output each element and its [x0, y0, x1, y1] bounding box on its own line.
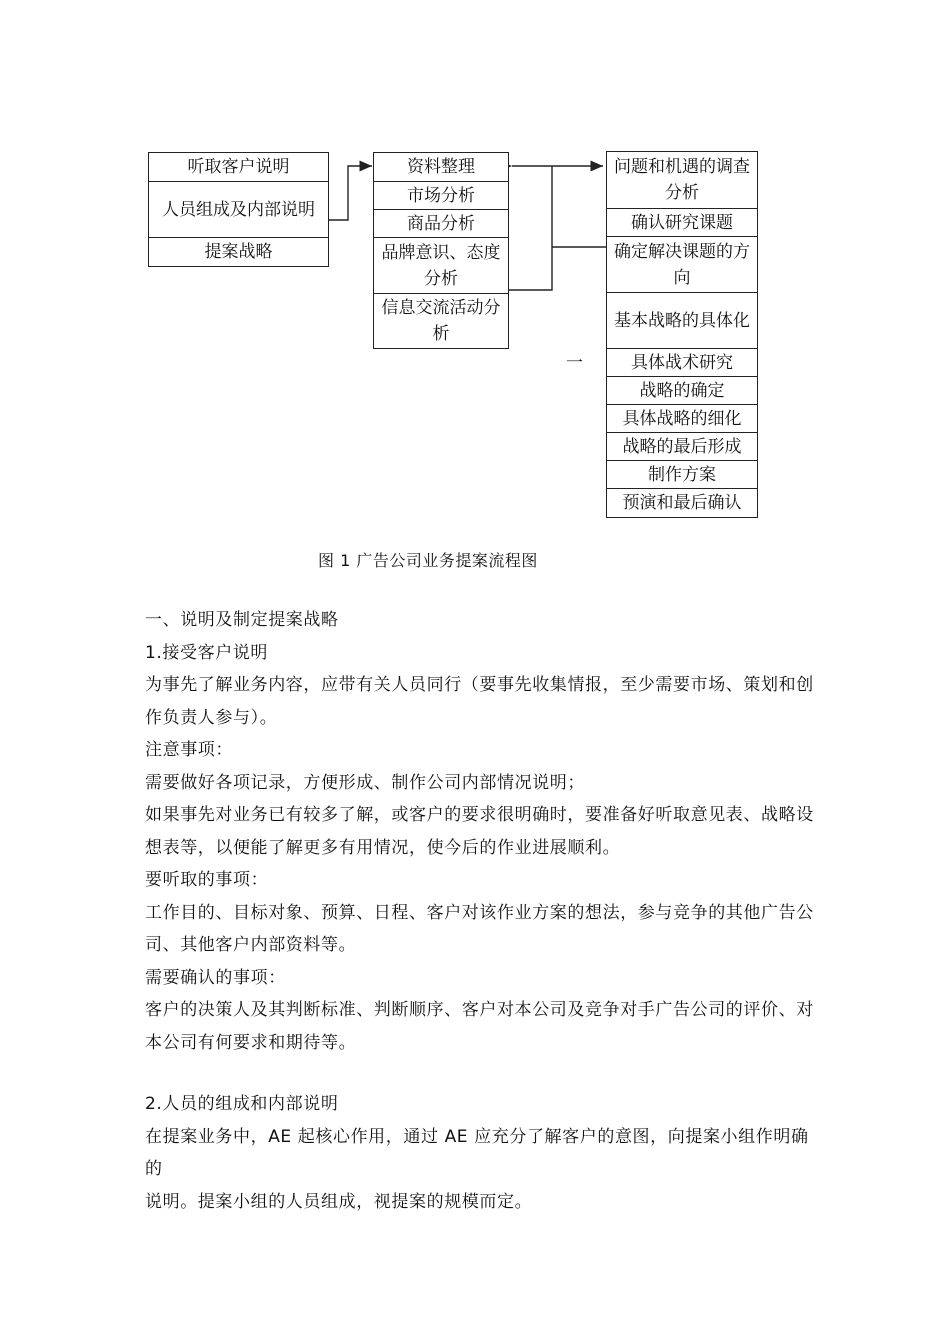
paragraph-2: 需要做好各项记录，方便形成、制作公司内部情况说明； — [145, 772, 585, 793]
paragraph-3: 如果事先对业务已有较多了解，或客户的要求很明确时，要准备好听取意见表、战略设想表等，以便能了解更多有用情况，使今后的作业进展顺利。 — [145, 805, 814, 858]
fc-box-market-analysis: 市场分析 — [373, 181, 509, 210]
fc-box-listen-client: 听取客户说明 — [148, 152, 329, 182]
fc-box-proposal-strategy: 提案战略 — [148, 237, 329, 267]
feedback-connector — [508, 166, 552, 290]
fc-box-make-plan: 制作方案 — [606, 460, 758, 489]
fc-box-confirm-topic: 确认研究课题 — [606, 208, 758, 237]
fc-box-tactics-research: 具体战术研究 — [606, 348, 758, 377]
fc-box-product-analysis: 商品分析 — [373, 209, 509, 238]
fc-box-communication-analysis: 信息交流活动分析 — [373, 293, 509, 349]
section-1-title: 一、说明及制定提案战略 — [145, 610, 339, 630]
paragraph-6b: 说明。提案小组的人员组成，视提案的规模而定。 — [145, 1191, 533, 1212]
arrow-col1-to-col2 — [329, 166, 372, 220]
paragraph-5: 客户的决策人及其判断标准、判断顺序、客户对本公司及竞争对手广告公司的评价、对本公司有何要求和期待等。 — [145, 1000, 814, 1053]
fc-box-strategy-detail: 具体战略的细化 — [606, 404, 758, 433]
fc-box-solution-direction: 确定解决课题的方向 — [606, 236, 758, 293]
doc-section-2 — [145, 1088, 815, 1218]
fc-box-basic-strategy: 基本战略的具体化 — [606, 292, 758, 349]
note-label: 注意事项： — [145, 740, 233, 760]
fc-box-rehearsal: 预演和最后确认 — [606, 488, 758, 518]
confirm-label: 需要确认的事项： — [145, 967, 286, 988]
figure-caption: 图 1 广告公司业务提案流程图 — [318, 551, 538, 570]
paragraph-6a: 在提案业务中，AE 起核心作用，通过 AE 应充分了解客户的意图，向提案小组作明确的 — [145, 1126, 809, 1179]
fc-box-strategy-decision: 战略的确定 — [606, 376, 758, 405]
fc-box-problem-research: 问题和机遇的调查分析 — [606, 151, 758, 209]
fc-box-staffing: 人员组成及内部说明 — [148, 181, 329, 238]
fc-box-strategy-final: 战略的最后形成 — [606, 432, 758, 461]
subsection-1-title: 1.接受客户说明 — [145, 642, 269, 663]
fc-stray-dash: 一 — [566, 353, 583, 373]
fc-box-brand-analysis: 品牌意识、态度分析 — [373, 237, 509, 294]
fc-box-data-sorting: 资料整理 — [373, 152, 509, 182]
doc-section-1 — [145, 604, 815, 1059]
paragraph-4: 工作目的、目标对象、预算、日程、客户对该作业方案的想法，参与竞争的其他广告公司、其他客户内部资料等。 — [145, 902, 814, 955]
listen-label: 要听取的事项： — [145, 870, 269, 890]
subsection-2-title: 2.人员的组成和内部说明 — [145, 1094, 339, 1114]
paragraph-1: 为事先了解业务内容，应带有关人员同行（要事先收集情报，至少需要市场、策划和创作负责人参与）。 — [145, 675, 814, 728]
